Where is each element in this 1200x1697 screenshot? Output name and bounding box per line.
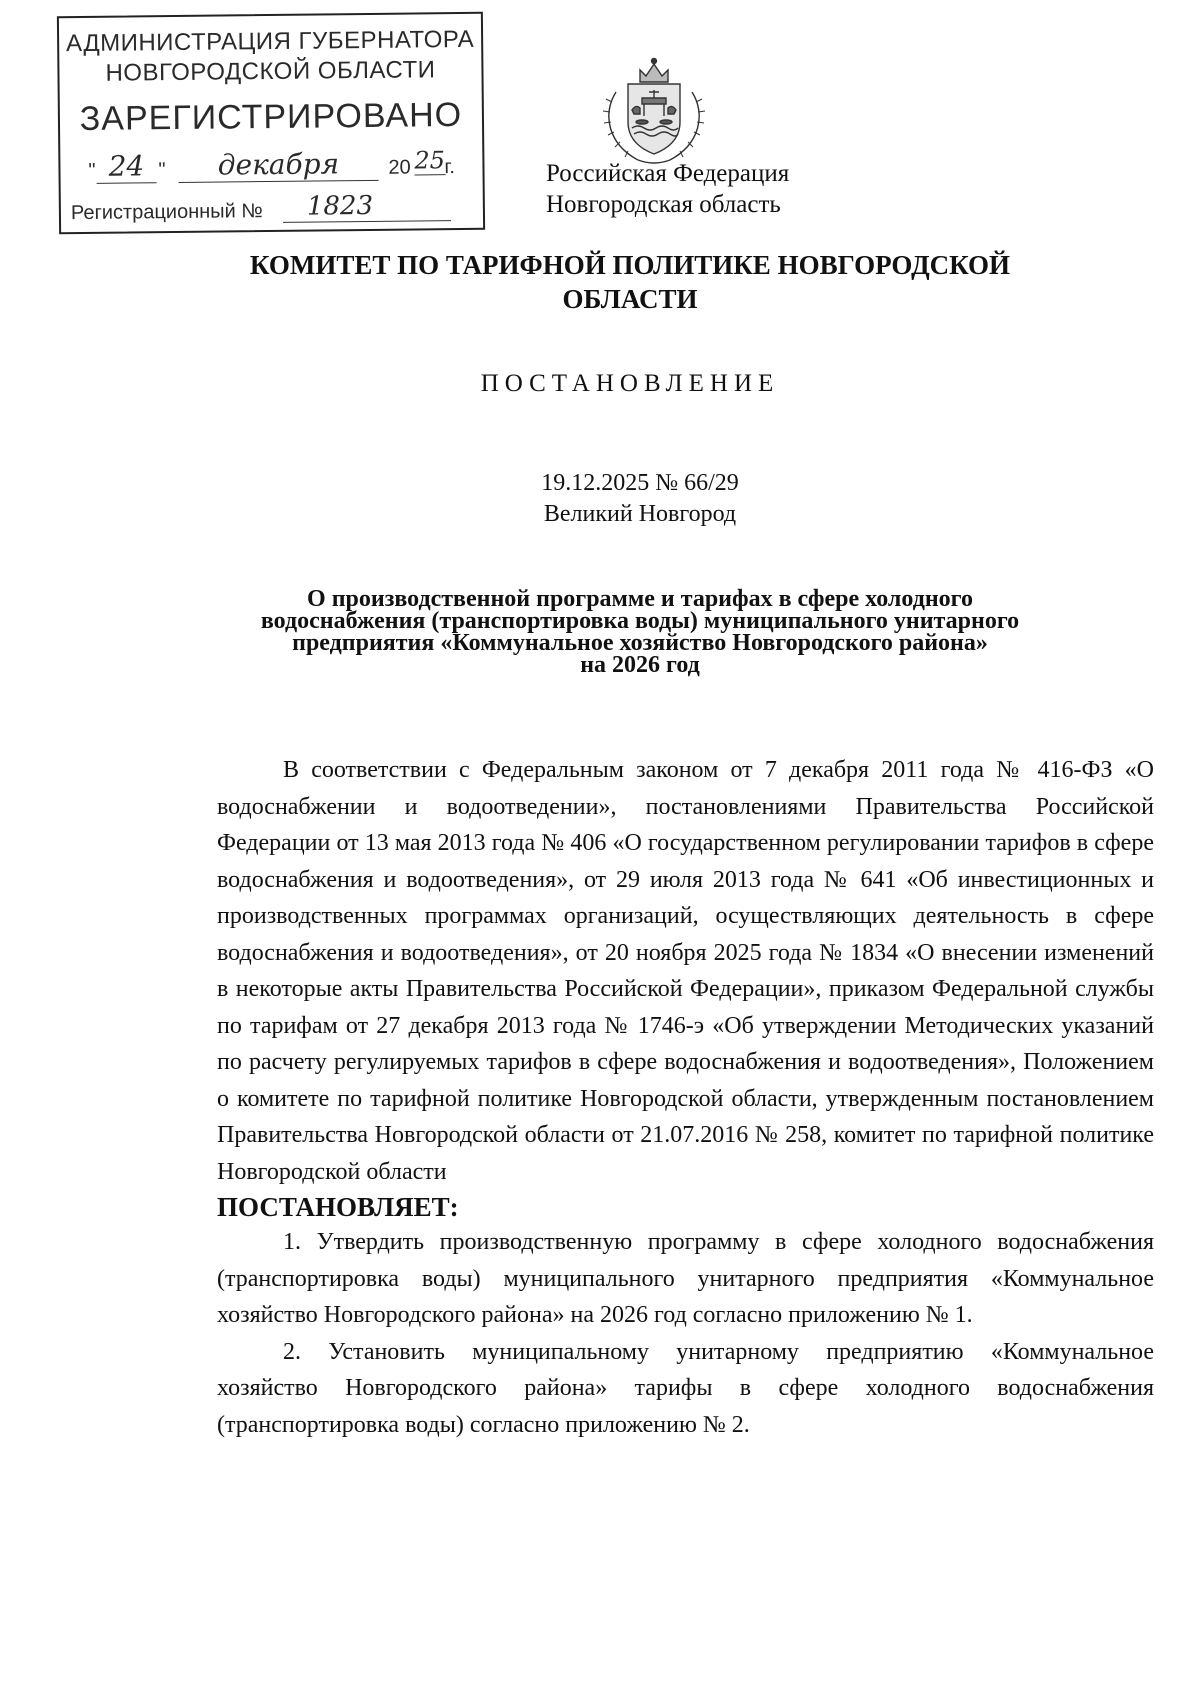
subject-line1: О производственной программе и тарифах в сфере холодного — [307, 586, 973, 612]
document-subject — [200, 588, 1080, 676]
subject-line3: предприятия «Коммунальное хозяйство Новгородского района» — [292, 630, 988, 656]
stamp-authority-line2: НОВГОРОДСКОЙ ОБЛАСТИ — [105, 56, 436, 87]
stamp-day: 24 — [96, 149, 156, 184]
item-1-paragraph: 1. Утвердить производственную программу в сфере холодного водоснабжения (транспортировка воды) муниципального унитарного предприятия «Коммунальное хозяйство Новгородского района» на 2026 год согласно приложению № 1. — [217, 1229, 1154, 1328]
date-number-block — [480, 468, 800, 530]
stamp-reg-number: 1823 — [283, 190, 451, 223]
committee-title-line2: ОБЛАСТИ — [562, 284, 698, 314]
stamp-year-mark: г. — [444, 156, 456, 179]
stamp-reg-label: Регистрационный № — [70, 200, 263, 225]
committee-title — [180, 248, 1080, 316]
stamp-registration-line — [70, 190, 455, 226]
stamp-authority-line1: АДМИНИСТРАЦИЯ ГУБЕРНАТОРА — [65, 25, 475, 58]
stamp-year-suffix: 25 — [414, 146, 446, 175]
stamp-quote-close: " — [158, 159, 166, 182]
stamp-quote-open: " — [88, 159, 96, 182]
document-body — [217, 752, 1154, 1443]
country-name: Российская Федерация — [546, 160, 790, 187]
preamble-paragraph: В соответствии с Федеральным законом от 7 декабря 2011 года № 416-ФЗ «О водоснабжении и водоотведении», постановлениями Правительства Российской Федерации от 13 мая 2013 года № 406 «О государственном регулировании тарифов в сфере водоснабжения и водоотведения», от 29 июля 2013 года № 641 «Об инвестиционных и производственных программах организаций, осуществляющих деятельность в сфере водоснабжения и водоотведения», от 20 ноября 2025 года № 1834 «О внесении изменений в некоторые акты Правительства Российской Федерации», приказом Федеральной службы по тарифам от 27 декабря 2013 года № 1746-э «Об утверждении Методических указаний по расчету регулируемых тарифов в сфере водоснабжения и водоотведения», Положением о комитете по тарифной политике Новгородской области, утвержденным постановлением Правительства Новгородской области от 21.07.2016 № 258, комитет по тарифной политике Новгородской области — [217, 757, 1154, 1185]
stamp-month: декабря — [178, 147, 378, 183]
item-2-paragraph: 2. Установить муниципальному унитарному предприятию «Коммунальное хозяйство Новгородского района» тарифы в сфере холодного водоснабжения (транспортировка воды) согласно приложению № 2. — [217, 1338, 1154, 1438]
subject-line2: водоснабжения (транспортировка воды) муниципального унитарного — [260, 608, 1020, 634]
region-name: Новгородская область — [546, 191, 781, 218]
registration-stamp — [57, 12, 485, 234]
stamp-year-prefix: 20 — [388, 156, 411, 179]
committee-title-line1: КОМИТЕТ ПО ТАРИФНОЙ ПОЛИТИКЕ НОВГОРОДСКОЙ — [249, 250, 1011, 280]
federation-block — [546, 158, 789, 220]
city: Великий Новгород — [543, 501, 737, 527]
subject-line4: на 2026 год — [580, 652, 700, 678]
stamp-status: ЗАРЕГИСТРИРОВАНО — [79, 95, 463, 139]
stamp-date-line — [88, 146, 456, 186]
coat-of-arms-icon — [594, 52, 714, 170]
resolves-heading: ПОСТАНОВЛЯЕТ: — [217, 1192, 459, 1222]
date-number: 19.12.2025 № 66/29 — [541, 470, 739, 496]
document-type: ПОСТАНОВЛЕНИЕ — [480, 370, 780, 397]
